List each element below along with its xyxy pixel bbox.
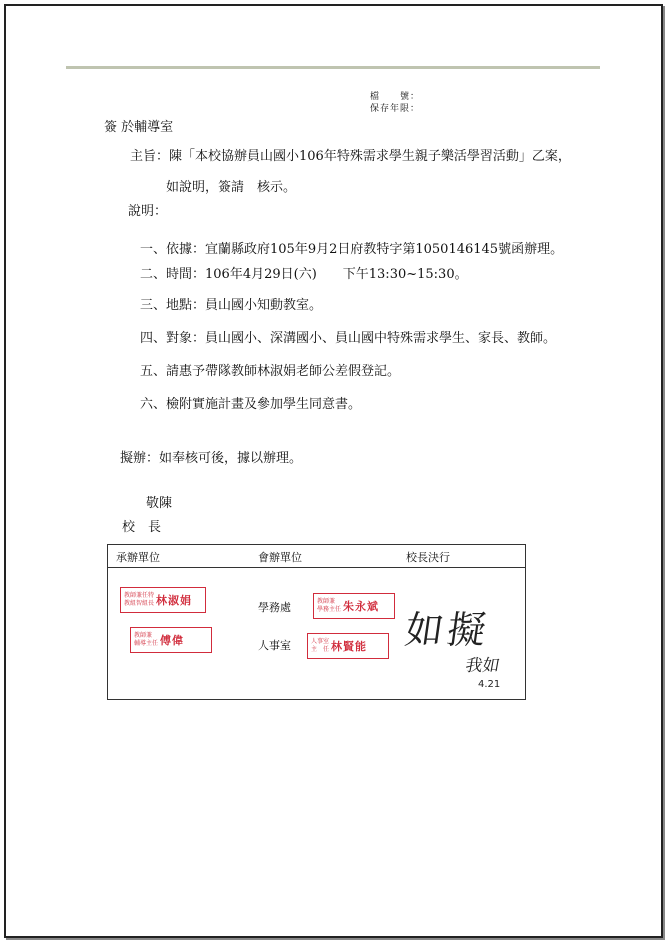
- retention-label: 保存年限：: [370, 104, 421, 114]
- explanation-label: 說明：: [128, 204, 168, 219]
- stamp-name: 朱永斌: [343, 600, 380, 613]
- stamp-title-line: 教師兼任特: [124, 592, 155, 599]
- approval-table-header: [108, 545, 525, 568]
- stamp-title-line: 教組智組長: [124, 600, 155, 607]
- dept-academic-affairs: 學務處: [258, 601, 291, 614]
- item-location: 三、地點：員山國小知動教室。: [140, 298, 323, 313]
- stamp-fu-wei: [130, 627, 212, 653]
- handwritten-approval: 如擬: [402, 608, 493, 652]
- item-leave: 五、請惠予帶隊教師林淑娟老師公差假登記。: [140, 364, 401, 379]
- principal-label: 校 長: [122, 520, 162, 535]
- header-rule: [66, 66, 600, 69]
- subject-continuation: 如說明，簽請 核示。: [166, 180, 297, 195]
- stamp-zhu-yongbin: [313, 593, 395, 619]
- proposal-line: 擬辦：如奉核可後，據以辦理。: [120, 451, 303, 466]
- stamp-title-line: 人事室: [311, 638, 330, 645]
- stamp-title-line: 教師兼: [134, 632, 153, 639]
- stamp-title-line: 輔導主任: [134, 640, 159, 647]
- stamp-lin-xianneng: [307, 633, 389, 659]
- stamp-name: 林淑娟: [156, 594, 193, 607]
- file-number-label: 檔 號：: [370, 92, 421, 102]
- header-principal-decision: 校長決行: [406, 551, 450, 564]
- handwritten-date: 4.21: [478, 679, 501, 690]
- sign-title: 簽 於輔導室: [104, 120, 174, 135]
- dept-personnel: 人事室: [258, 639, 291, 652]
- stamp-name: 林賢能: [331, 640, 368, 653]
- item-basis: 一、依據：宜蘭縣政府105年9月2日府教特字第1050146145號函辦理。: [140, 242, 564, 257]
- stamp-title-line: 主 任: [311, 646, 330, 653]
- approval-table: [107, 544, 526, 700]
- stamp-title-line: 學務主任: [317, 606, 342, 613]
- respectfully-submitted: 敬陳: [146, 496, 173, 511]
- stamp-title-line: 教師兼: [317, 598, 336, 605]
- item-participants: 四、對象：員山國小、深溝國小、員山國中特殊需求學生、家長、教師。: [140, 331, 557, 346]
- stamp-lin-shujuan: [120, 587, 206, 613]
- header-handling-unit: 承辦單位: [116, 551, 160, 564]
- stamp-name: 傅偉: [160, 634, 185, 647]
- item-time: 二、時間：106年4月29日(六) 下午13:30~15:30。: [140, 267, 468, 282]
- handwritten-signature: 我如: [463, 656, 502, 676]
- item-attachments: 六、檢附實施計畫及參加學生同意書。: [140, 397, 362, 412]
- header-co-unit: 會辦單位: [258, 551, 302, 564]
- subject-line: 主旨：陳「本校協辦員山國小106年特殊需求學生親子樂活學習活動」乙案，: [130, 149, 571, 164]
